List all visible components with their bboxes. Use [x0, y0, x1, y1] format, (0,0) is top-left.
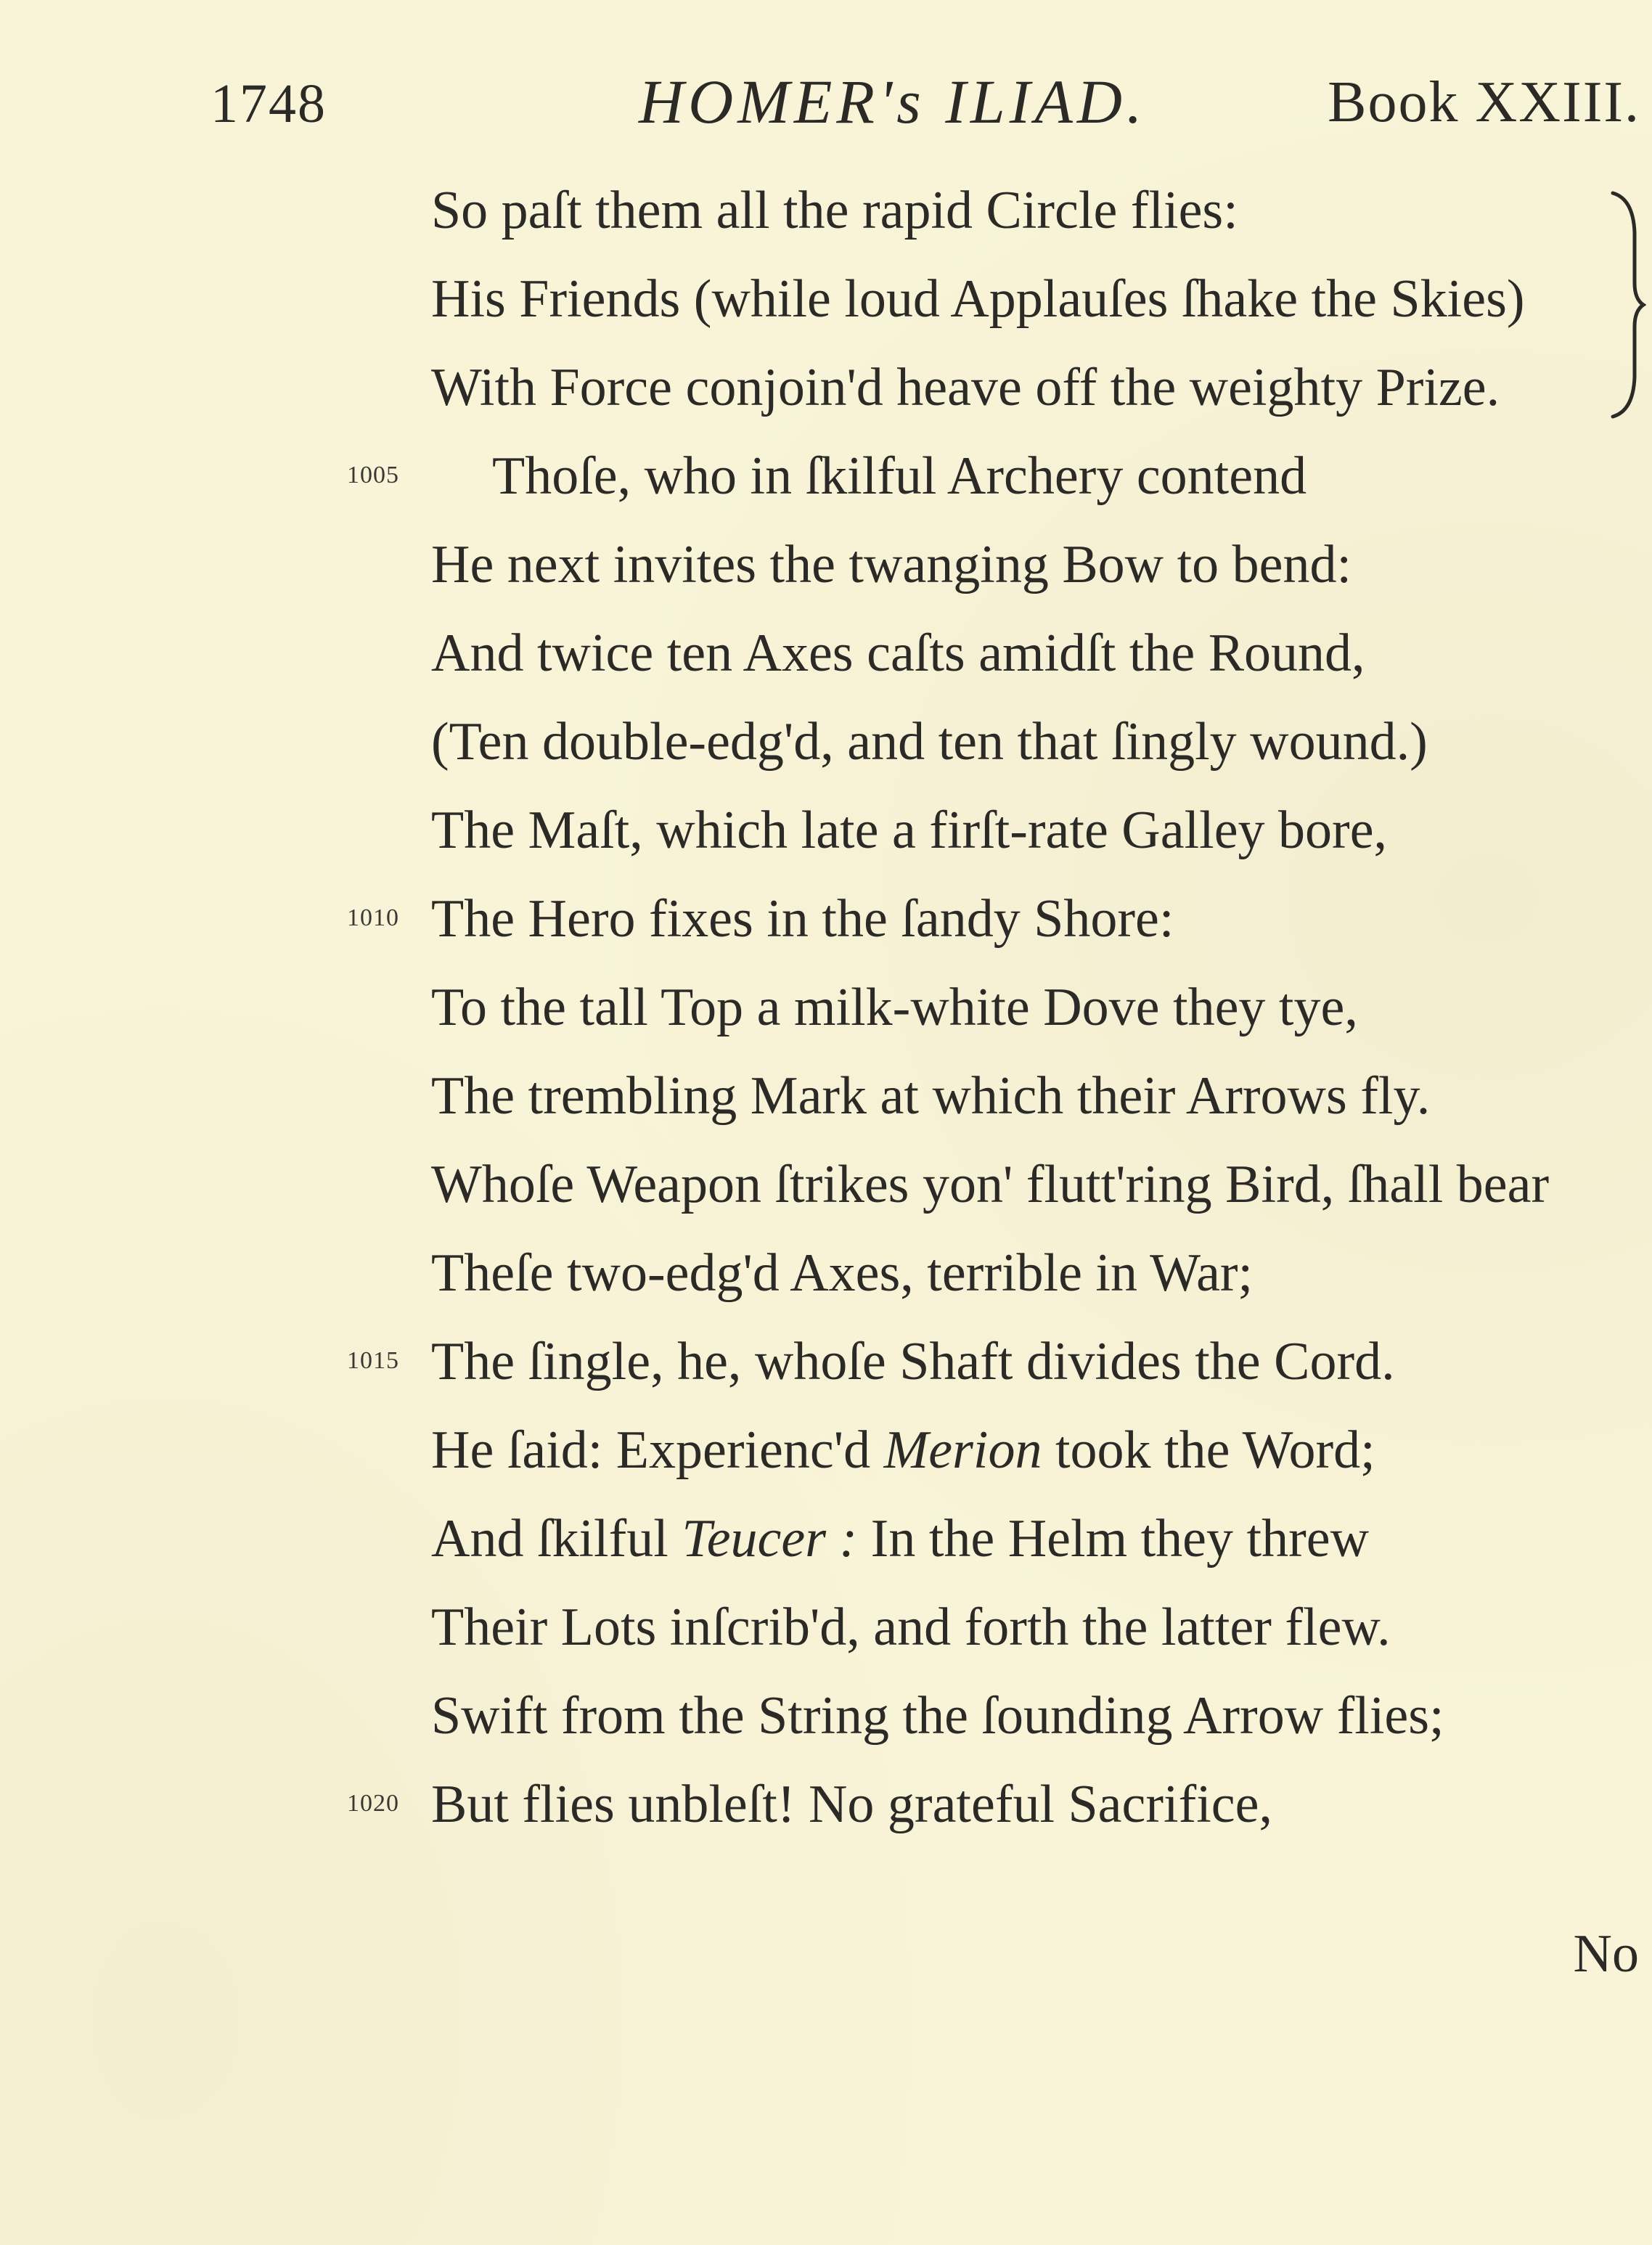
verse-text-segment: took the Word;	[1042, 1420, 1375, 1480]
verse-line	[0, 1325, 1652, 1414]
verse-line-text: But flies unbleſt! No grateful Sacrifice,	[431, 1775, 1272, 1834]
verse-line	[0, 528, 1652, 617]
catchword: No	[1573, 1924, 1639, 1984]
verse-line-text: The Hero fixes in the ſandy Shore:	[431, 889, 1174, 949]
book-number: Book XXIII.	[1328, 70, 1640, 134]
verse-line	[0, 1680, 1652, 1768]
verse-line	[0, 883, 1652, 971]
verse-line-text: (Ten double-edg'd, and ten that ſingly wound.)	[431, 712, 1428, 772]
verse-line	[0, 1591, 1652, 1680]
verse-line	[0, 1502, 1652, 1591]
verse-line	[0, 971, 1652, 1060]
verse-text-segment: He ſaid: Experienc'd	[431, 1420, 884, 1480]
verse-line-text: Swift from the String the ſounding Arrow flies;	[431, 1686, 1444, 1746]
verse-line	[0, 1414, 1652, 1502]
verse-line-text: Theſe two-edg'd Axes, terrible in War;	[431, 1243, 1254, 1303]
verse-line-text: To the tall Top a milk-white Dove they tye,	[431, 978, 1358, 1037]
verse-line	[0, 1237, 1652, 1325]
verse-line	[0, 1060, 1652, 1148]
verse-line	[0, 1148, 1652, 1237]
verse-line-text: Thoſe, who in ſkilful Archery contend	[492, 446, 1307, 506]
verse-line	[0, 617, 1652, 706]
book-title: HOMER's ILIAD.	[639, 67, 1147, 136]
verse-line-text: So paſt them all the rapid Circle flies:	[431, 181, 1238, 240]
verse-line-text: The trembling Mark at which their Arrows fly.	[431, 1066, 1431, 1126]
line-number: 1020	[347, 1790, 399, 1817]
verse-line	[0, 706, 1652, 794]
character-name-teucer: Teucer :	[682, 1509, 858, 1569]
verse-line-text: Whoſe Weapon ſtrikes yon' flutt'ring Bird, ſhall bear	[431, 1155, 1550, 1214]
verse-line	[0, 174, 1652, 263]
line-number: 1015	[347, 1347, 399, 1374]
verse-line-text: And twice ten Axes caſts amidſt the Round,	[431, 623, 1365, 683]
verse-text-segment: And ſkilful	[431, 1509, 682, 1569]
triplet-brace	[1608, 189, 1646, 421]
verse-line	[0, 263, 1652, 351]
verse-line-text	[431, 1502, 1369, 1575]
verse-line-text: He next invites the twanging Bow to bend:	[431, 535, 1352, 594]
verse-line-text: The Maſt, which late a firſt-rate Galley bore,	[431, 801, 1388, 860]
verse-line-text: His Friends (while loud Applauſes ſhake the Skies)	[431, 269, 1525, 329]
verse-line	[0, 351, 1652, 440]
verse-line-text: The ſingle, he, whoſe Shaft divides the Cord.	[431, 1332, 1395, 1391]
page-number: 1748	[210, 73, 327, 134]
verse-text-segment: In the Helm they threw	[857, 1509, 1370, 1569]
verse-line	[0, 794, 1652, 883]
running-head	[210, 65, 1640, 145]
verse-line	[0, 440, 1652, 528]
verse-line-text: With Force conjoin'd heave off the weighty Prize.	[431, 358, 1500, 417]
verse-line	[0, 1768, 1652, 1857]
character-name-merion: Merion	[883, 1420, 1042, 1480]
verse-line-text: Their Lots inſcrib'd, and forth the latter flew.	[431, 1598, 1391, 1657]
line-number: 1005	[347, 462, 399, 488]
line-number: 1010	[347, 904, 399, 931]
verse-line-text	[431, 1414, 1375, 1487]
